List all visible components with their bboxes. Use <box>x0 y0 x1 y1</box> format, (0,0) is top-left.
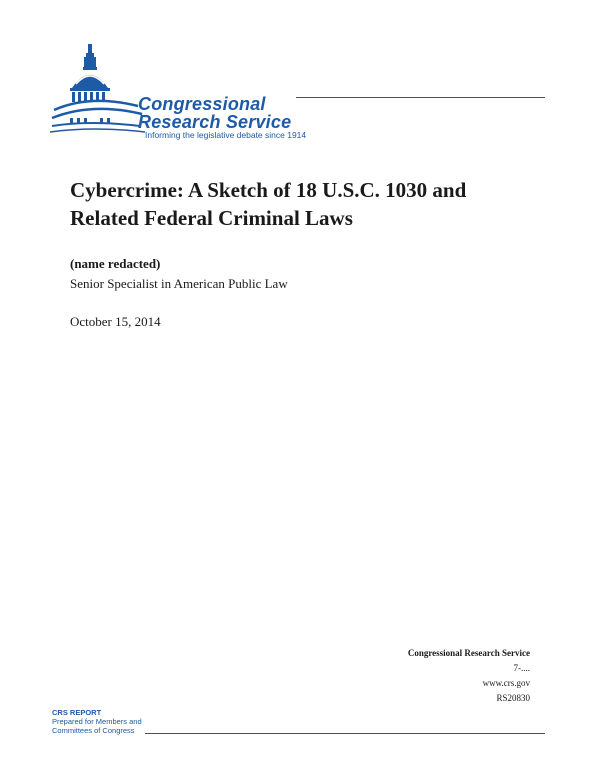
org-name-line2: Research Service <box>138 112 292 132</box>
publisher-org: Congressional Research Service <box>407 648 530 658</box>
footer <box>52 708 142 735</box>
publisher-phone: 7-.... <box>513 663 530 673</box>
publisher-info <box>408 646 530 706</box>
report-title: Cybercrime: A Sketch of 18 U.S.C. 1030 and Related Federal Criminal Laws <box>70 178 467 230</box>
header-divider <box>296 97 545 98</box>
report-date: October 15, 2014 <box>70 314 161 329</box>
publisher-website[interactable]: www.crs.gov <box>482 678 530 688</box>
author-role: Senior Specialist in American Public Law <box>70 276 288 291</box>
author-name: (name redacted) <box>70 256 161 271</box>
footer-line2: Committees of Congress <box>52 726 135 735</box>
footer-divider <box>145 733 545 734</box>
footer-line1: Prepared for Members and <box>52 717 142 726</box>
crs-logo <box>50 40 550 150</box>
org-tagline: Informing the legislative debate since 1914 <box>145 130 307 140</box>
capitol-dome-icon <box>50 40 145 140</box>
footer-label: CRS REPORT <box>52 708 102 717</box>
org-name-line1: Congressional <box>138 94 266 114</box>
report-number: RS20830 <box>496 693 530 703</box>
